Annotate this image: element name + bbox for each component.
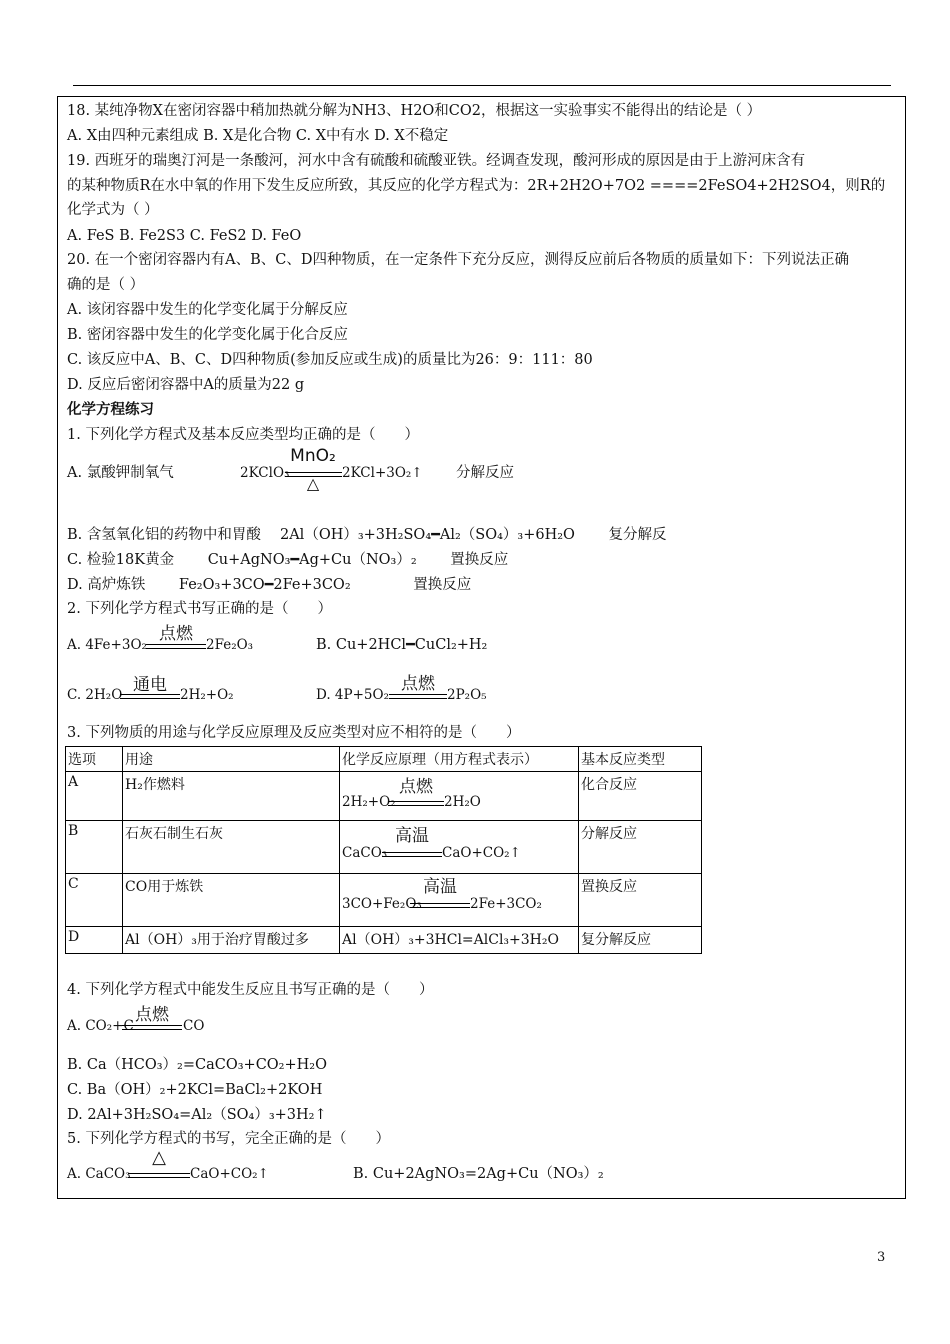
practice-4-option-d: D. 2Al+3H₂SO₄=Al₂（SO₄）₃+3H₂↑ [67,1107,327,1123]
equation-condition: 点燃 [399,777,433,797]
practice-2-option-b: B. Cu+2HCl━CuCl₂+H₂ [316,637,488,653]
question-19-options: A. FeS B. Fe2S3 C. FeS2 D. FeO [67,228,302,244]
table-row [66,772,702,821]
table-cell-use: Al（OH）₃用于治疗胃酸过多 [123,927,340,954]
table-cell-equation: Al（OH）₃+3HCl=AlCl₃+3H₂O [340,927,579,954]
table-cell-equation [340,772,579,821]
practice-4-option-a-condition: 点燃 [135,1005,169,1025]
practice-5: 5. 下列化学方程式的书写，完全正确的是（ ） [67,1131,390,1147]
question-20-option-c: C. 该反应中A、B、C、D四种物质(参加反应或生成)的质量比为26：9：111：80 [67,352,593,368]
question-20-option-a: A. 该闭容器中发生的化学变化属于分解反应 [67,302,348,318]
practice-5-option-a-products: CaO+CO₂↑ [190,1166,269,1182]
equation-condition: 高温 [395,826,429,846]
practice-3: 3. 下列物质的用途与化学反应原理及反应类型对应不相符的是（ ） [67,725,521,741]
practice-1-option-a-products: 2KCl+3O₂↑ [342,465,423,481]
practice-1-option-d: D. 高炉炼铁 Fe₂O₃+3CO━2Fe+3CO₂ 置换反应 [67,577,472,593]
table-cell-option: B [66,821,123,874]
practice-1-option-c: C. 检验18K黄金 Cu+AgNO₃━Ag+Cu（NO₃）₂ 置换反应 [67,552,509,568]
table-row [66,821,702,874]
practice-2: 2. 下列化学方程式书写正确的是（ ） [67,601,332,617]
equation-double-line [410,903,470,908]
reaction-table [65,746,702,954]
practice-2-option-d-products: 2P₂O₅ [447,687,487,703]
question-20-option-b: B. 密闭容器中发生的化学变化属于化合反应 [67,327,348,343]
question-19-line2: 的某种物质R在水中氧的作用下发生反应所致，其反应的化学方程式为：2R+2H2O+7O2 ====2FeSO4+2H2SO4，则R的 [67,178,886,194]
practice-1-option-a-condition: MnO₂ [290,446,336,466]
equation-products: CaO+CO₂↑ [442,845,521,861]
equation-reactants: CaCO₃ [342,845,388,861]
table-cell-type: 复分解反应 [579,927,702,954]
practice-2-option-d-reactants: D. 4P+5O₂ [316,687,389,703]
equation-double-line [146,644,206,649]
practice-5-option-a-condition: △ [152,1147,166,1168]
question-20-line1: 20. 在一个密闭容器内有A、B、C、D四种物质，在一定条件下充分反应，测得反应前后各物质的质量如下：下列说法正确 [67,252,850,268]
question-20-option-d: D. 反应后密闭容器中A的质量为22 g [67,377,305,393]
practice-2-option-a-condition: 点燃 [159,624,193,644]
practice-2-option-d-condition: 点燃 [401,674,435,694]
table-cell-equation [340,874,579,927]
table-cell-use: 石灰石制生石灰 [123,821,340,874]
practice-1: 1. 下列化学方程式及基本反应类型均正确的是（ ） [67,427,419,443]
practice-2-option-c-products: 2H₂+O₂ [180,687,234,703]
question-19-line3: 化学式为（ ） [67,202,159,218]
table-row [66,874,702,927]
table-cell-use: CO用于炼铁 [123,874,340,927]
equation-double-line [388,801,444,806]
practice-2-option-c-reactants: C. 2H₂O [67,687,123,703]
practice-4-option-a-products: CO [183,1018,205,1034]
question-18-options: A. X由四种元素组成 B. X是化合物 C. X中有水 D. X不稳定 [67,128,449,144]
equation-double-line [128,1173,190,1178]
table-cell-type: 分解反应 [579,821,702,874]
question-19-line1: 19. 西班牙的瑞奥汀河是一条酸河，河水中含有硫酸和硫酸亚铁。经调查发现，酸河形成的原因是由于上游河床含有 [67,153,806,169]
practice-4: 4. 下列化学方程式中能发生反应且书写正确的是（ ） [67,982,434,998]
practice-2-option-a-products: 2Fe₂O₃ [206,637,254,653]
equation-reactants: 3CO+Fe₂O₃ [342,896,422,912]
practice-2-option-c-condition: 通电 [133,675,167,695]
practice-5-option-a-reactants: A. CaCO₃ [67,1166,131,1182]
table-cell-use: H₂作燃料 [123,772,340,821]
table-cell-equation [340,821,579,874]
heat-triangle-icon: △ [306,474,320,493]
equation-products: 2H₂O [444,794,481,810]
practice-4-option-b: B. Ca（HCO₃）₂=CaCO₃+CO₂+H₂O [67,1057,327,1073]
practice-4-option-c: C. Ba（OH）₂+2KCl=BaCl₂+2KOH [67,1082,323,1098]
practice-5-option-b: B. Cu+2AgNO₃=2Ag+Cu（NO₃）₂ [353,1166,604,1182]
table-cell-type: 化合反应 [579,772,702,821]
practice-1-option-a-type: 分解反应 [456,465,514,481]
table-row [66,927,702,954]
practice-1-option-a-label: A. 氯酸钾制氧气 [67,465,174,481]
question-18: 18. 某纯净物X在密闭容器中稍加热就分解为NH3、H2O和CO2，根据这一实验事实不能得出的结论是（ ） [67,103,762,119]
header-rule [73,85,891,86]
section-title: 化学方程练习 [67,401,154,418]
practice-2-option-a-reactants: A. 4Fe+3O₂ [67,637,147,653]
equation-reactants: 2H₂+O₂ [342,794,396,810]
table-cell-option: C [66,874,123,927]
practice-1-option-b: B. 含氢氧化铝的药物中和胃酸 2Al（OH）₃+3H₂SO₄━Al₂（SO₄）₃+6H₂O 复分解反 [67,527,667,543]
question-20-line2: 确的是（ ） [67,277,145,293]
table-cell-type: 置换反应 [579,874,702,927]
practice-4-option-a-reactants: A. CO₂+C [67,1018,134,1034]
equation-double-line [120,694,180,699]
equation-condition: 高温 [423,877,457,897]
table-header-type: 基本反应类型 [579,747,702,772]
equation-double-line [382,852,442,857]
table-cell-option: A [66,772,123,821]
practice-1-option-a-reactants: 2KClO₃ [240,465,290,481]
equation-products: 2Fe+3CO₂ [470,896,542,912]
table-header-option: 选项 [66,747,123,772]
table-header-principle: 化学反应原理（用方程式表示） [340,747,579,772]
page-number: 3 [877,1250,886,1265]
table-header-row [66,747,702,772]
table-cell-option: D [66,927,123,954]
equation-double-line [122,1025,182,1030]
table-header-use: 用途 [123,747,340,772]
equation-double-line [389,694,447,699]
